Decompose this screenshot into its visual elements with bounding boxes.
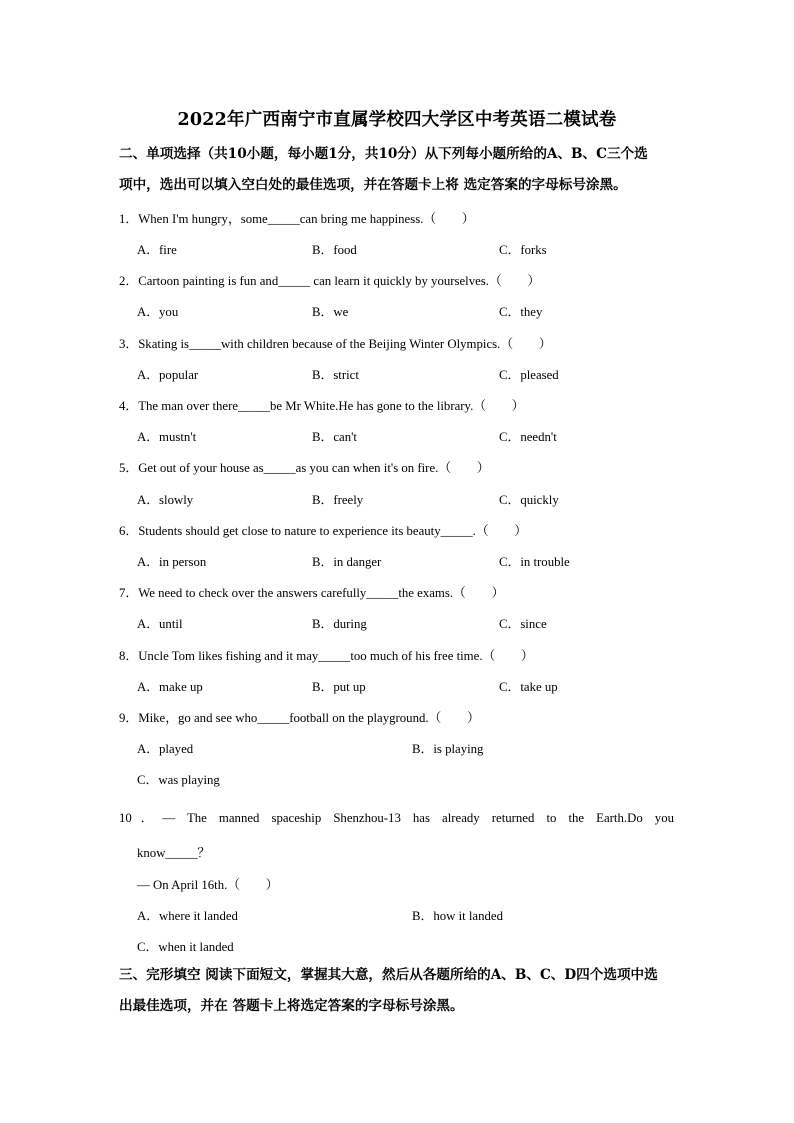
section-2-instructions <box>119 139 679 201</box>
section-2-line-2: 项中，选出可以填入空白处的最佳选项，并在答题卡上将 选定答案的字母标号涂黑。 <box>119 177 627 193</box>
question-3-option-a: A．popular <box>137 368 199 382</box>
question-2-option-a: A．you <box>137 305 179 319</box>
question-7-option-a: A．until <box>137 617 183 631</box>
question-2-option-c: C．they <box>499 305 543 319</box>
question-4-option-c: C．needn't <box>499 430 557 444</box>
question-8-stem: 8．Uncle Tom likes fishing and it may_____too much of his free time.（ ） <box>119 649 534 663</box>
question-10-option-c: C．when it landed <box>137 940 234 954</box>
question-4-option-a: A．mustn't <box>137 430 197 444</box>
section-3-instructions <box>119 960 679 1022</box>
question-1-option-a: A．fire <box>137 243 177 257</box>
question-8-option-a: A．make up <box>137 680 203 694</box>
question-10-option-b: B．how it landed <box>412 909 503 923</box>
question-9-option-c: C．was playing <box>137 773 220 787</box>
question-4-stem: 4．The man over there_____be Mr White.He has gone to the library.（ ） <box>119 399 525 413</box>
question-10-option-a: A．where it landed <box>137 909 238 923</box>
question-5-option-c: C．quickly <box>499 493 559 507</box>
question-1-option-c: C．forks <box>499 243 547 257</box>
question-10-stem-line-3: — On April 16th.（ ） <box>137 878 279 892</box>
section-2-line-1: 二、单项选择（共10小题，每小题1分，共10分）从下列每小题所给的A、B、C三个选 <box>119 146 648 162</box>
question-5-option-b: B．freely <box>312 493 364 507</box>
question-10-stem-line-2: know_____？ <box>137 846 211 860</box>
question-6-option-c: C．in trouble <box>499 555 570 569</box>
section-3-line-1: 三、完形填空 阅读下面短文，掌握其大意，然后从各题所给的A、B、C、D四个选项中选 <box>119 967 658 983</box>
question-6-option-b: B．in danger <box>312 555 382 569</box>
question-3-option-c: C．pleased <box>499 368 559 382</box>
question-6-stem: 6．Students should get close to nature to experience its beauty_____.（ ） <box>119 524 528 538</box>
question-9-stem: 9．Mike，go and see who_____football on the playground.（ ） <box>119 711 480 725</box>
question-7-option-c: C．since <box>499 617 547 631</box>
question-10-stem-line-1: 10．— The manned spaceship Shenzhou-13 has already returned to the Earth.Do you <box>119 811 674 825</box>
question-7-option-b: B．during <box>312 617 367 631</box>
question-2-option-b: B．we <box>312 305 349 319</box>
question-7-stem: 7．We need to check over the answers carefully_____the exams.（ ） <box>119 586 505 600</box>
question-2-stem: 2．Cartoon painting is fun and_____ can learn it quickly by yourselves.（ ） <box>119 274 541 288</box>
question-8-option-c: C．take up <box>499 680 558 694</box>
section-3-line-2: 出最佳选项，并在 答题卡上将选定答案的字母标号涂黑。 <box>119 998 464 1014</box>
question-4-option-b: B．can't <box>312 430 357 444</box>
question-5-stem: 5．Get out of your house as_____as you can when it's on fire.（ ） <box>119 461 490 475</box>
question-5-option-a: A．slowly <box>137 493 194 507</box>
exam-title: 2022年广西南宁市直属学校四大学区中考英语二模试卷 <box>177 110 617 130</box>
question-1-stem: 1．When I'm hungry，some_____can bring me happiness.（ ） <box>119 212 475 226</box>
question-8-option-b: B．put up <box>312 680 366 694</box>
question-3-stem: 3．Skating is_____with children because of the Beijing Winter Olympics.（ ） <box>119 337 552 351</box>
question-1-option-b: B．food <box>312 243 357 257</box>
question-9-option-a: A．played <box>137 742 194 756</box>
question-3-option-b: B．strict <box>312 368 359 382</box>
question-9-option-b: B．is playing <box>412 742 484 756</box>
question-6-option-a: A．in person <box>137 555 207 569</box>
